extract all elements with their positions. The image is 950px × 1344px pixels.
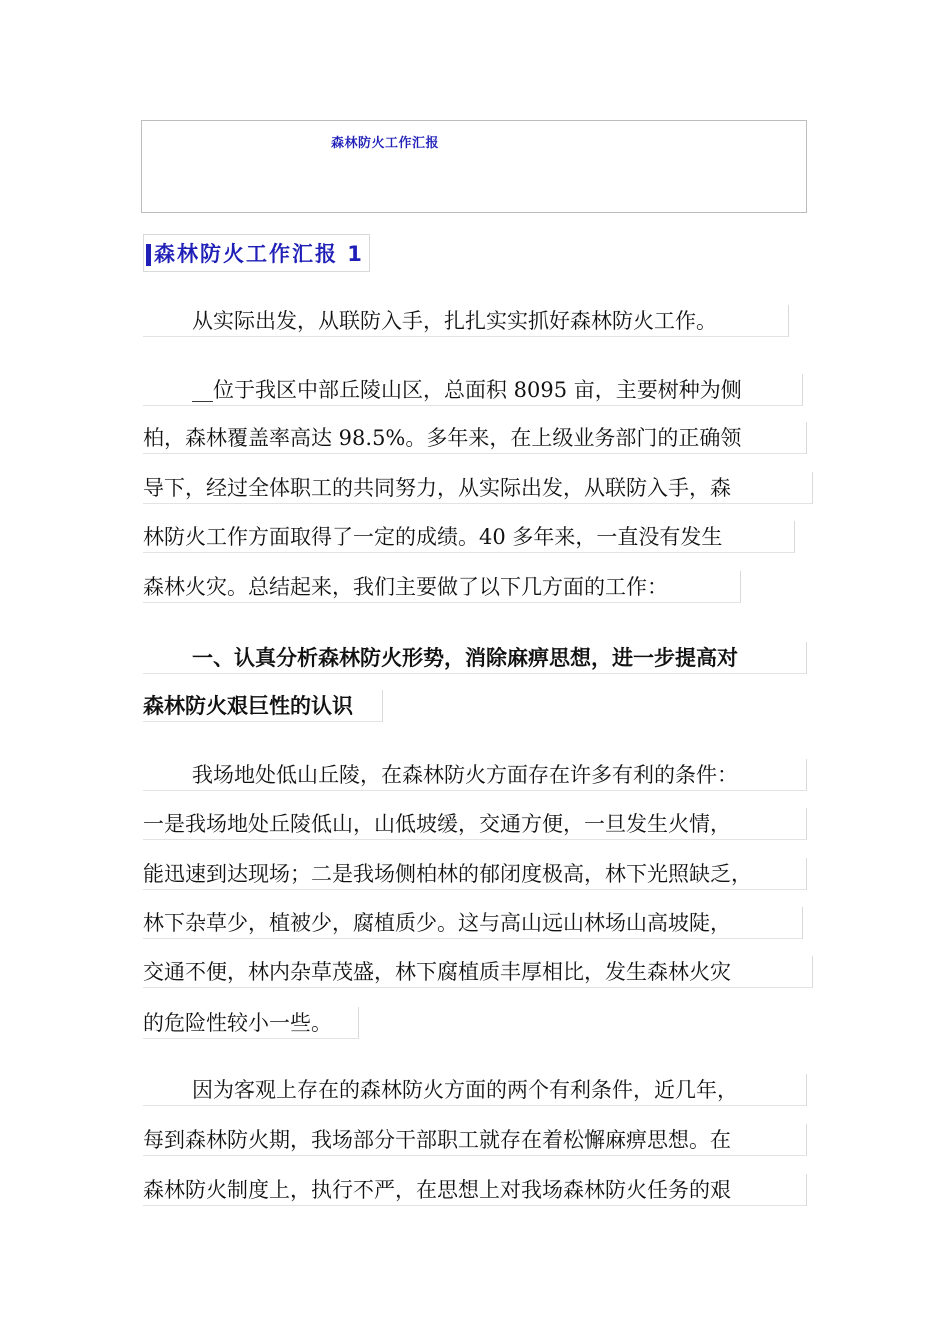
paragraph-2-line-2: 柏，森林覆盖率高达 98.5%。多年来，在上级业务部门的正确领 — [143, 422, 807, 454]
document-header-box — [141, 120, 807, 213]
paragraph-2-line-5: 森林火灾。总结起来，我们主要做了以下几方面的工作： — [143, 571, 741, 603]
document-header-title: 森林防火工作汇报 — [331, 136, 440, 151]
section-1-title-line-2: 森林防火艰巨性的认识 — [143, 690, 383, 722]
paragraph-4-line-3: 能迅速到达现场；二是我场侧柏林的郁闭度极高，林下光照缺乏， — [143, 858, 807, 890]
paragraph-4-line-6: 的危险性较小一些。 — [143, 1007, 359, 1039]
paragraph-4-line-4: 林下杂草少，植被少，腐植质少。这与高山远山林场山高坡陡， — [143, 907, 803, 939]
paragraph-4-line-2: 一是我场地处丘陵低山，山低坡缓，交通方便，一旦发生火情， — [143, 808, 807, 840]
paragraph-2-line-4: 林防火工作方面取得了一定的成绩。40 多年来，一直没有发生 — [143, 521, 795, 553]
heading-marker — [146, 244, 151, 266]
paragraph-4-line-1: 我场地处低山丘陵，在森林防火方面存在许多有利的条件： — [143, 759, 807, 791]
paragraph-4-line-5: 交通不便，林内杂草茂盛，林下腐植质丰厚相比，发生森林火灾 — [143, 956, 813, 988]
paragraph-5-line-3: 森林防火制度上，执行不严，在思想上对我场森林防火任务的艰 — [143, 1174, 807, 1206]
paragraph-5-line-1: 因为客观上存在的森林防火方面的两个有利条件，近几年， — [143, 1074, 807, 1106]
paragraph-2-line-1: __位于我区中部丘陵山区，总面积 8095 亩，主要树种为侧 — [143, 374, 803, 406]
paragraph-5-line-2: 每到森林防火期，我场部分干部职工就存在着松懈麻痹思想。在 — [143, 1124, 807, 1156]
paragraph-2-line-3: 导下，经过全体职工的共同努力，从实际出发，从联防入手，森 — [143, 472, 813, 504]
paragraph-1-line-1: 从实际出发，从联防入手，扎扎实实抓好森林防火工作。 — [143, 305, 789, 337]
section-heading — [143, 234, 370, 272]
section-1-title-line-1: 一、认真分析森林防火形势，消除麻痹思想，进一步提高对 — [143, 642, 807, 674]
section-heading-title: 森林防火工作汇报 1 — [154, 242, 364, 266]
